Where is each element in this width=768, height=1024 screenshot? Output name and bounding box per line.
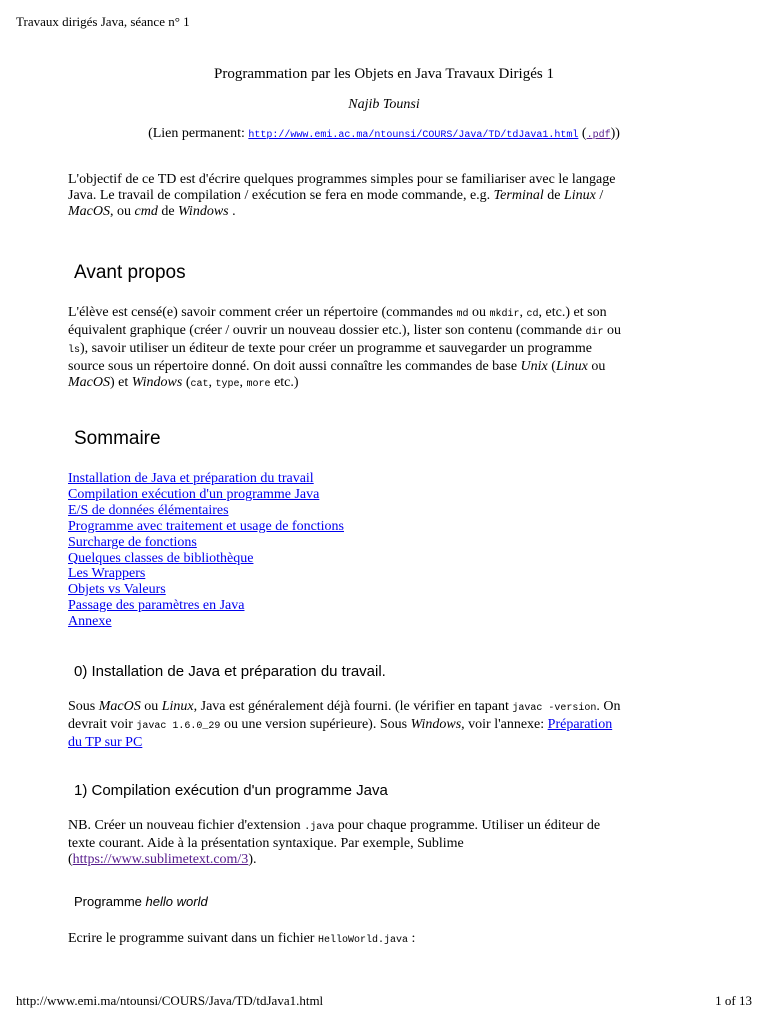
intro-terminal: Terminal <box>493 188 544 203</box>
intro-line-2: Java. Le travail de compilation / exécution se fera en mode commande, e.g. <box>68 188 491 203</box>
s0-macos: MacOS <box>98 699 141 714</box>
cmd-dir: dir <box>585 327 604 338</box>
s0-sous: Sous <box>68 699 96 714</box>
footer-page-number: 1 of 13 <box>715 993 752 1008</box>
toc-link-programme-fonctions[interactable]: Programme avec traitement et usage de fonctions <box>68 518 345 534</box>
intro-de: de <box>547 188 561 203</box>
toc-link-surcharge[interactable]: Surcharge de fonctions <box>68 534 197 550</box>
file-helloworld: HelloWorld.java <box>317 935 408 946</box>
cmd-type: type <box>215 379 240 390</box>
permalink-suffix: )) <box>610 126 620 141</box>
permalink-url-link[interactable]: http://www.emi.ac.ma/ntounsi/COURS/Java/TD/tdJava1.html <box>248 130 579 141</box>
document-title: Programmation par les Objets en Java Travaux Dirigés 1 <box>214 66 554 82</box>
avant-ou-2: ou <box>606 323 621 338</box>
section-1-paragraph <box>68 818 708 868</box>
permalink-line <box>0 126 768 142</box>
avant-linux: Linux <box>555 359 588 374</box>
permalink-mid: ( <box>581 126 587 141</box>
heading-sommaire: Sommaire <box>74 428 161 449</box>
heading-section-1: 1) Compilation exécution d'un programme Java <box>74 782 388 799</box>
cmd-javac-output: javac 1.6.0_29 <box>136 721 221 732</box>
s0-line-2c: , voir l'annexe: <box>461 717 545 732</box>
table-of-contents <box>68 471 344 630</box>
toc-link-compilation[interactable]: Compilation exécution d'un programme Java <box>68 486 320 502</box>
s1-line-1-end: pour chaque programme. Utiliser un éditeur de <box>337 818 601 833</box>
s1-paren-open: ( <box>68 852 73 867</box>
avant-macos: MacOS <box>68 375 110 390</box>
intro-slash: / <box>599 188 604 203</box>
avant-unix: Unix <box>520 359 548 374</box>
avant-line-2: équivalent graphique (créer / ouvrir un nouveau dossier etc.), lister son contenu (commande <box>68 323 582 338</box>
toc-link-es-donnees[interactable]: E/S de données élémentaires <box>68 502 229 518</box>
s1-line-3: Ecrire le programme suivant dans un fichier <box>68 931 315 946</box>
cmd-cat: cat <box>190 379 209 390</box>
heading-avant-propos: Avant propos <box>74 262 186 283</box>
subheading-prefix: Programme <box>74 894 142 909</box>
s0-line-1-end: . On <box>596 699 621 714</box>
footer-url: http://www.emi.ma/ntounsi/COURS/Java/TD/tdJava1.html <box>16 993 324 1008</box>
avant-propos-paragraph: L'élève est censé(e) savoir comment créer un répertoire (commandes md ou mkdir, cd, etc.) et son équivalent graphique (créer / ouvrir un nouveau dossier etc.), lister son contenu (commande dir ou ls), savoir utiliser un éditeur de texte pour créer un programme et sauvegarder un programme source sous un répertoire donné. On doit aussi connaître les commandes de base Unix (Linux ou MacOS) et Windows (cat, type, more etc.) <box>68 305 621 390</box>
avant-line-1-end: , etc.) et son <box>538 305 607 320</box>
avant-ou-3: ou <box>591 359 606 374</box>
s1-line-1: NB. Créer un nouveau fichier d'extension <box>68 818 301 833</box>
toc-link-objets-valeurs[interactable]: Objets vs Valeurs <box>68 582 166 598</box>
s0-line-2b: ou une version supérieure). Sous <box>223 717 408 732</box>
intro-end: . <box>232 204 236 219</box>
s0-windows: Windows <box>410 717 462 732</box>
subheading-italic: hello world <box>145 894 208 909</box>
cmd-md: md <box>456 309 469 320</box>
s0-ou: ou <box>144 699 159 714</box>
toc-link-passage-parametres[interactable]: Passage des paramètres en Java <box>68 598 245 614</box>
toc-link-wrappers[interactable]: Les Wrappers <box>68 566 146 582</box>
permalink-prefix: (Lien permanent: <box>148 126 245 141</box>
subheading-hello-world <box>74 894 208 909</box>
cmd-javac-version: javac -version <box>512 703 597 714</box>
intro-de-2: de <box>161 204 175 219</box>
s0-linux: Linux <box>161 699 194 714</box>
intro-macos: MacOS <box>68 204 110 219</box>
link-preparation-tp-cont[interactable]: du TP sur PC <box>68 735 143 750</box>
intro-ou: , ou <box>110 204 131 219</box>
intro-paragraph <box>68 172 708 220</box>
s0-line-2: devrait voir <box>68 717 133 732</box>
link-preparation-tp[interactable]: Préparation <box>547 717 613 732</box>
avant-windows: Windows <box>131 375 183 390</box>
toc-link-classes-bibliotheque[interactable]: Quelques classes de bibliothèque <box>68 550 254 566</box>
s0-line-1: , Java est généralement déjà fourni. (le vérifier en tapant <box>193 699 509 714</box>
toc-link-annexe[interactable]: Annexe <box>68 614 112 630</box>
avant-line-4: source sous un répertoire donné. On doit aussi connaître les commandes de base <box>68 359 518 374</box>
heading-section-0: 0) Installation de Java et préparation du travail. <box>74 663 386 680</box>
permalink-pdf-link[interactable]: .pdf <box>586 130 611 141</box>
avant-et: ) et <box>110 375 129 390</box>
avant-line-1: L'élève est censé(e) savoir comment créer un répertoire (commandes <box>68 305 453 320</box>
helloworld-instruction <box>68 931 708 949</box>
s1-paren-close: ). <box>248 852 257 867</box>
avant-line-3: ), savoir utiliser un éditeur de texte pour créer un programme et sauvegarder un programme <box>80 341 592 356</box>
link-sublime-text[interactable]: https://www.sublimetext.com/3 <box>72 852 249 867</box>
cmd-cd: cd <box>526 309 539 320</box>
cmd-ls: ls <box>68 345 81 356</box>
intro-windows: Windows <box>178 204 229 219</box>
ext-java: .java <box>304 822 335 833</box>
s1-colon: : <box>411 931 416 946</box>
intro-linux: Linux <box>563 188 596 203</box>
cmd-mkdir: mkdir <box>489 309 520 320</box>
section-0-paragraph <box>68 699 708 751</box>
document-author: Najib Tounsi <box>348 97 420 112</box>
toc-link-installation[interactable]: Installation de Java et préparation du travail <box>68 471 314 486</box>
intro-line-1: L'objectif de ce TD est d'écrire quelques programmes simples pour se familiariser avec le langage <box>68 172 616 187</box>
avant-ou: ou <box>472 305 487 320</box>
intro-cmd: cmd <box>134 204 158 219</box>
page-header-title: Travaux dirigés Java, séance n° 1 <box>16 14 190 29</box>
s1-line-2: texte courant. Aide à la présentation syntaxique. Par exemple, Sublime <box>68 836 464 851</box>
cmd-more: more <box>246 379 271 390</box>
avant-etc: etc.) <box>274 375 299 390</box>
